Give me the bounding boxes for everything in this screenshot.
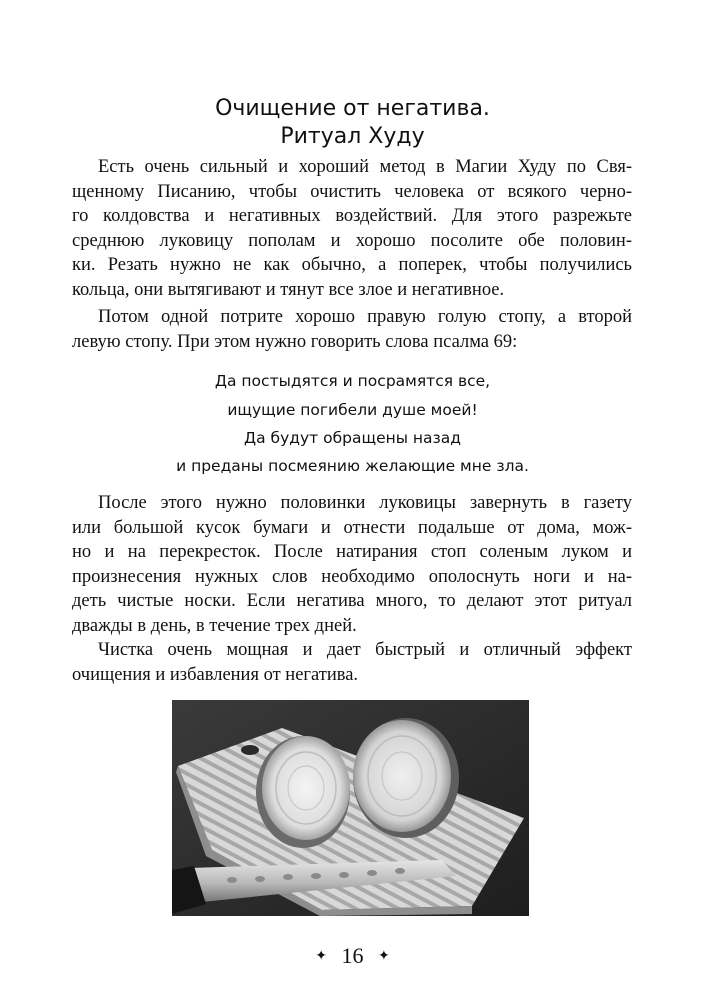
ornament-right-icon: ✦ xyxy=(378,949,390,964)
paragraph-2 xyxy=(72,305,632,354)
onion-photo-illustration xyxy=(172,700,529,916)
page-footer xyxy=(0,942,705,971)
paragraph-line: Есть очень сильный и хороший метод в Магии Худу по Свя- xyxy=(98,157,632,177)
psalm-verse-line-2: ищущие погибели душе моей! xyxy=(227,401,478,419)
paragraph-line: щенному Писанию, чтобы очистить человека от всякого черно- xyxy=(72,181,632,202)
paragraph-1 xyxy=(72,155,632,303)
paragraph-line: произнесения нужных слов необходимо ополоснуть ноги и на- xyxy=(72,566,632,587)
chapter-title-line-2: Ритуал Худу xyxy=(280,124,425,149)
paragraph-line: среднюю луковицу пополам и хорошо посолите обе половин- xyxy=(72,230,632,251)
paragraph-line: левую стопу. При этом нужно говорить слова псалма 69: xyxy=(72,331,518,352)
page-number: 16 xyxy=(341,943,364,968)
paragraph-line: или большой кусок бумаги и отнести подальше от дома, мож- xyxy=(72,517,632,538)
paragraph-line: кольца, они вытягивают и тянут все злое и негативное. xyxy=(72,279,505,300)
chapter-title-line-1: Очищение от негатива. xyxy=(215,96,490,121)
psalm-verse-line-3: Да будут обращены назад xyxy=(243,429,461,447)
paragraph-line: Потом одной потрите хорошо правую голую стопу, а второй xyxy=(98,307,632,327)
paragraph-line: Чистка очень мощная и дает быстрый и отличный эффект xyxy=(98,640,632,660)
paragraph-line: очищения и избавления от негатива. xyxy=(72,664,359,685)
paragraph-line: го колдовства и негативных воздействий. Для этого разрежьте xyxy=(72,206,632,227)
paragraph-line: деть чистые носки. Если негатива много, то делают этот ритуал xyxy=(72,591,632,612)
ornament-left-icon: ✦ xyxy=(315,949,327,964)
paragraph-line: После этого нужно половинки луковицы завернуть в газету xyxy=(98,493,632,513)
paragraph-line: но и на перекресток. После натирания стоп соленым луком и xyxy=(72,542,632,563)
paragraph-3 xyxy=(72,491,632,639)
onion-halves-photo-icon xyxy=(172,700,529,916)
psalm-verse-line-4: и преданы посмеянию желающие мне зла. xyxy=(176,457,529,475)
psalm-verse-line-1: Да постыдятся и посрамятся все, xyxy=(214,372,491,390)
paragraph-line: ки. Резать нужно не как обычно, а поперек, чтобы получились xyxy=(72,255,632,276)
paragraph-4 xyxy=(72,638,632,687)
paragraph-line: дважды в день, в течение трех дней. xyxy=(72,615,357,636)
